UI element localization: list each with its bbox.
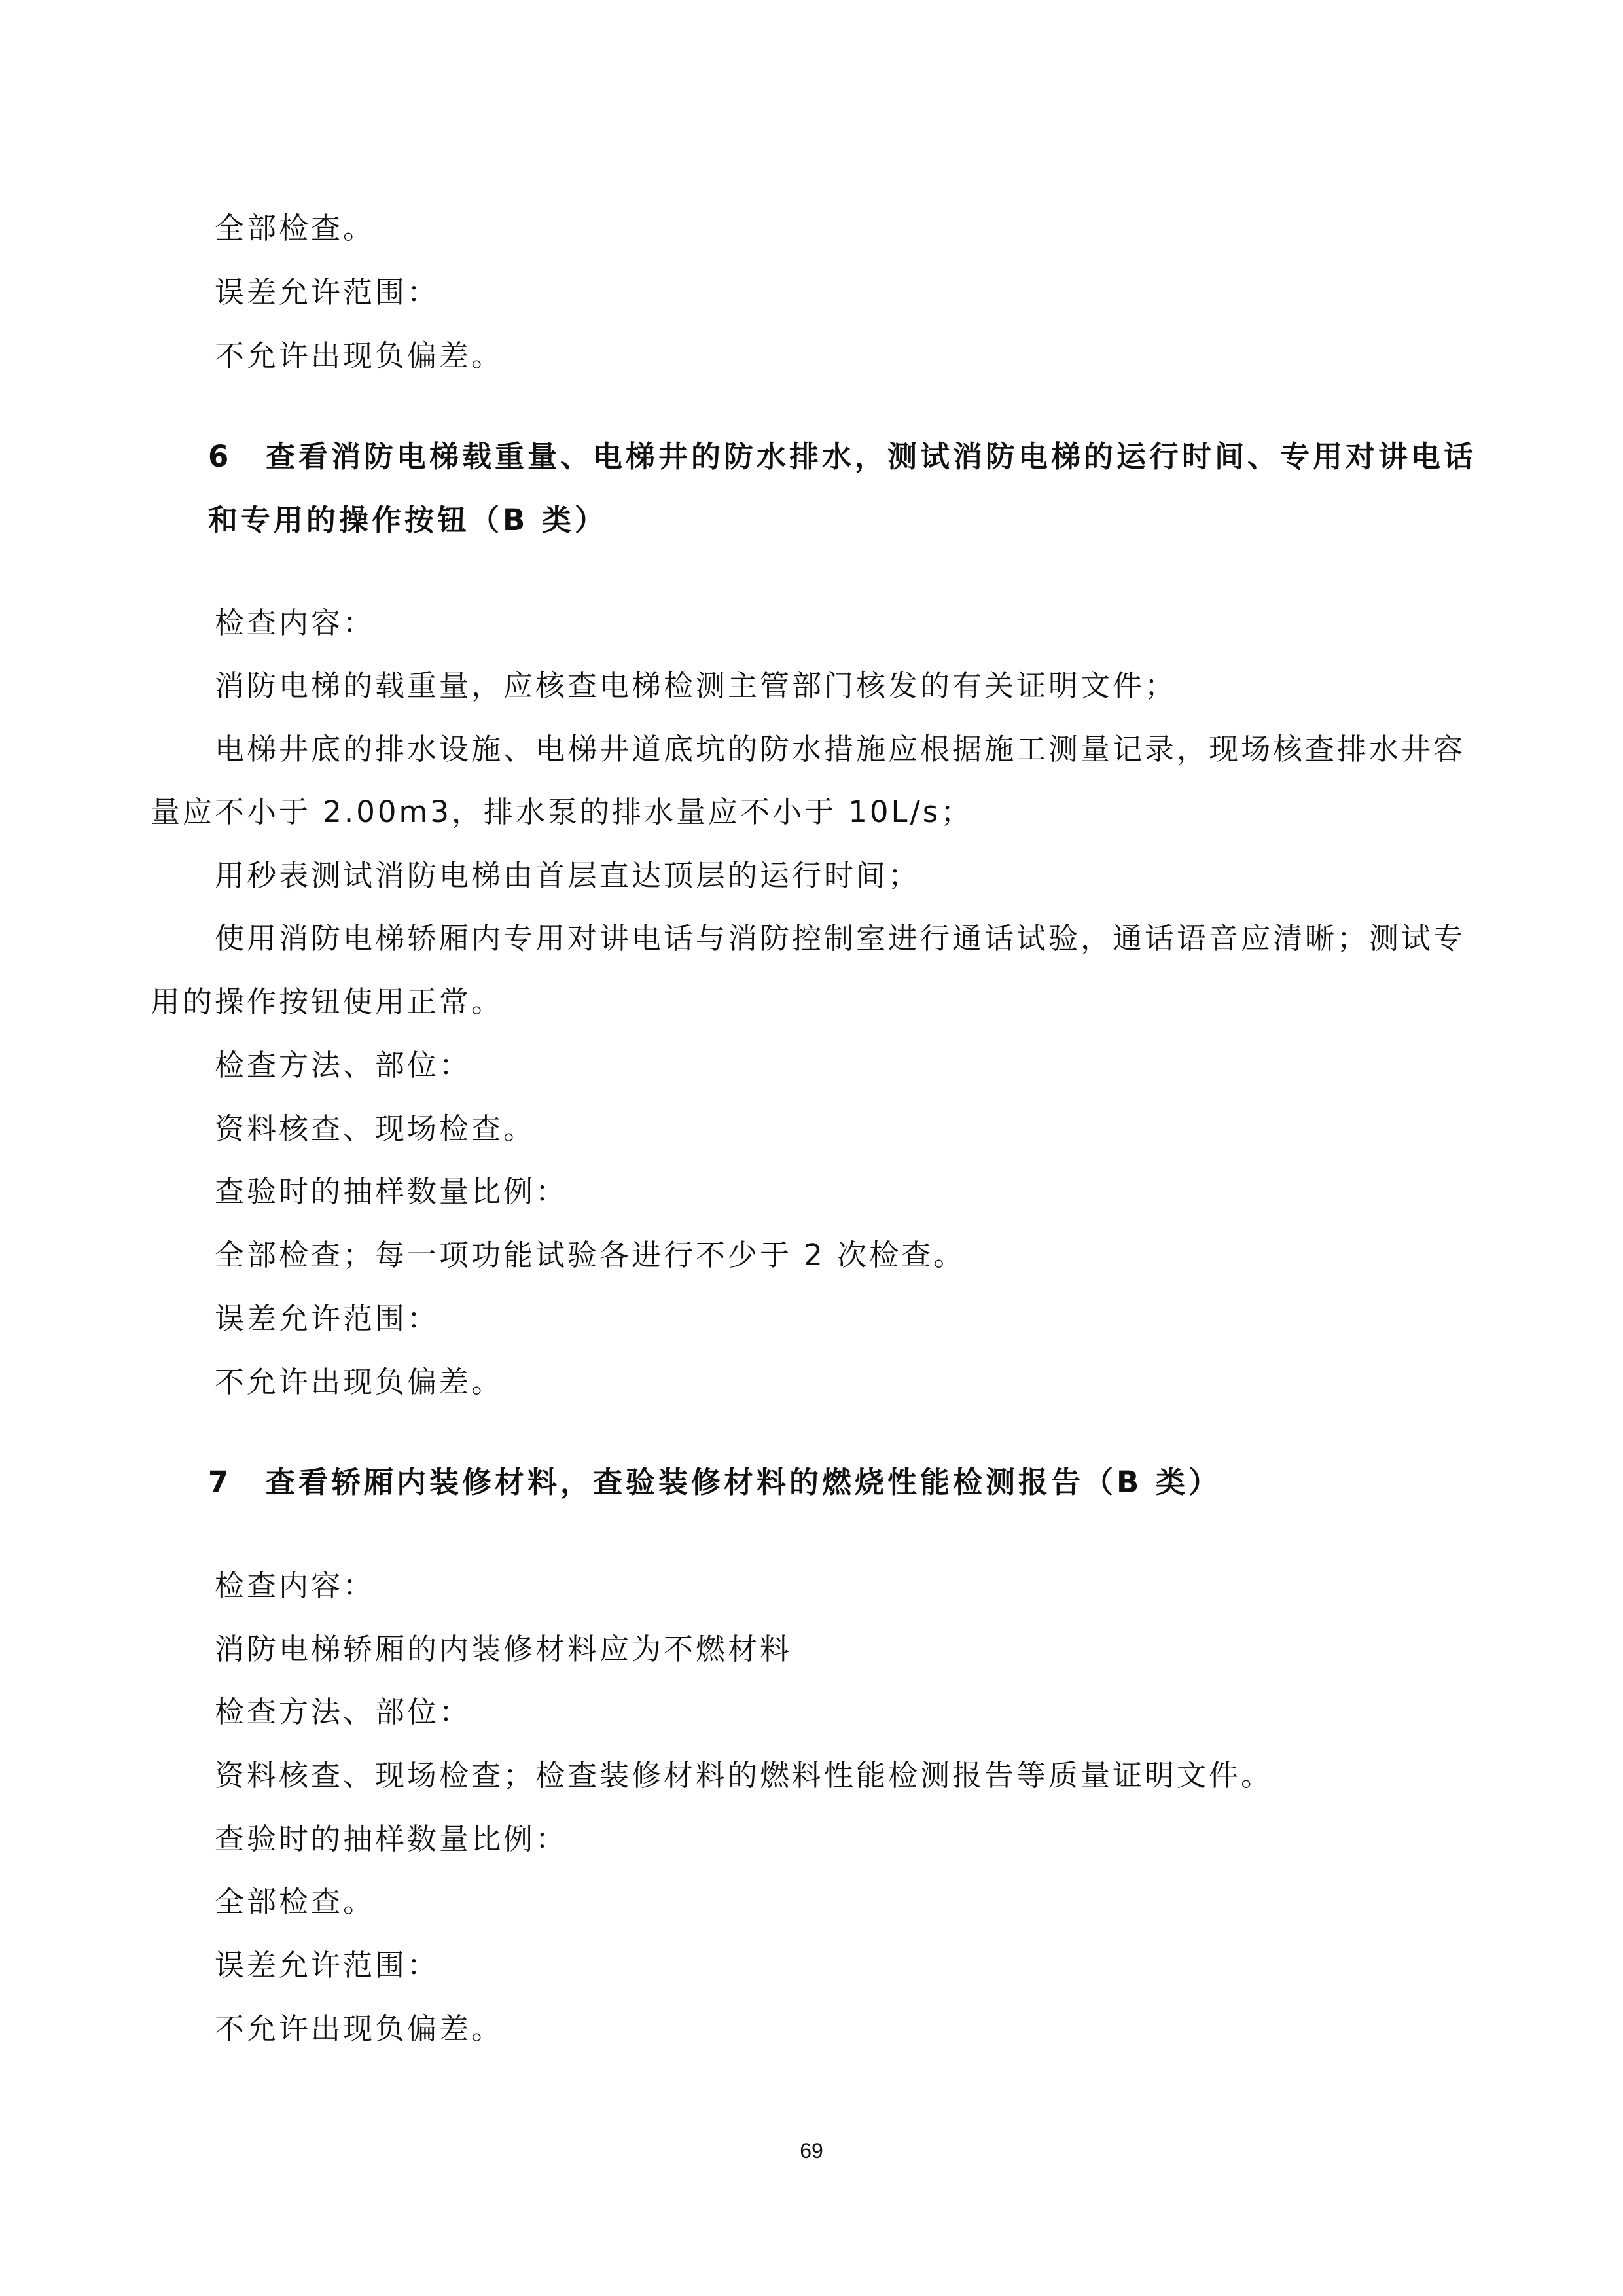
- paragraph-line: 消防电梯的载重量，应核查电梯检测主管部门核发的有关证明文件；: [215, 668, 1177, 703]
- paragraph-line: 全部检查。: [215, 211, 376, 245]
- paragraph-line: 资料核查、现场检查；检查装修材料的燃料性能检测报告等质量证明文件。: [215, 1758, 1274, 1793]
- paragraph-line: 消防电梯轿厢的内装修材料应为不燃材料: [215, 1632, 793, 1666]
- paragraph-line: 全部检查；每一项功能试验各进行不少于 2 次检查。: [215, 1238, 966, 1272]
- section-6-heading: [208, 439, 1504, 475]
- section-number: 6: [208, 439, 232, 474]
- paragraph-line: 不允许出现负偏差。: [215, 1365, 504, 1399]
- paragraph-line: 量应不小于 2.00m3，排水泵的排水量应不小于 10L/s；: [151, 795, 973, 829]
- paragraph-line: 误差允许范围：: [215, 1301, 440, 1336]
- paragraph-line: 误差允许范围：: [215, 1948, 440, 1982]
- paragraph-line: 资料核查、现场检查。: [215, 1111, 536, 1146]
- section-title: 和专用的操作按钮（B 类）: [208, 503, 607, 537]
- paragraph-line: 检查方法、部位：: [215, 1048, 472, 1083]
- section-7-heading: [208, 1464, 1504, 1501]
- page-number: 69: [800, 2139, 823, 2162]
- section-6-heading-continued: [208, 502, 1504, 539]
- paragraph-line: 用的操作按钮使用正常。: [151, 984, 504, 1019]
- paragraph-line: 查验时的抽样数量比例：: [215, 1821, 568, 1856]
- paragraph-line: 检查方法、部位：: [215, 1695, 472, 1729]
- section-number: 7: [208, 1465, 232, 1499]
- section-title: 查看轿厢内装修材料，查验装修材料的燃烧性能检测报告（B 类）: [266, 1465, 1221, 1499]
- paragraph-line: 检查内容：: [215, 1568, 376, 1603]
- paragraph-line: 电梯井底的排水设施、电梯井道底坑的防水措施应根据施工测量记录，现场核查排水井容: [215, 732, 1466, 766]
- paragraph-line: 检查内容：: [215, 605, 376, 640]
- paragraph-line: 不允许出现负偏差。: [215, 338, 504, 373]
- paragraph-line: 不允许出现负偏差。: [215, 2011, 504, 2046]
- paragraph-line: 全部检查。: [215, 1884, 376, 1919]
- section-title: 查看消防电梯载重量、电梯井的防水排水，测试消防电梯的运行时间、专用对讲电话: [266, 439, 1477, 474]
- paragraph-line: 误差允许范围：: [215, 275, 440, 310]
- paragraph-line: 使用消防电梯轿厢内专用对讲电话与消防控制室进行通话试验，通话语音应清晰；测试专: [215, 921, 1466, 956]
- paragraph-line: 查验时的抽样数量比例：: [215, 1174, 568, 1209]
- paragraph-line: 用秒表测试消防电梯由首层直达顶层的运行时间；: [215, 858, 921, 893]
